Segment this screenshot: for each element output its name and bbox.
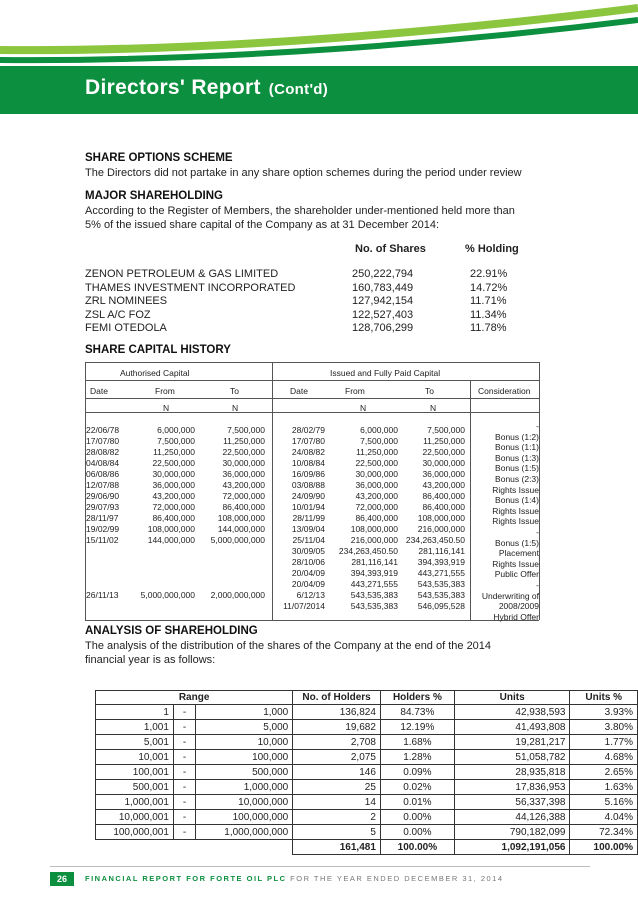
shareholder-pct: 11.34% <box>470 308 507 321</box>
issued-from-cell: 86,400,000 <box>355 513 398 523</box>
units-pct-cell: 3.80% <box>570 720 638 735</box>
issued-from-cell: 543,535,383 <box>350 590 398 600</box>
unit-label: N <box>430 403 437 413</box>
holders-pct-cell: 0.00% <box>380 825 454 840</box>
holders-cell: 25 <box>293 780 381 795</box>
auth-date-cell: 06/08/86 <box>86 469 120 479</box>
auth-from-cell: 72,000,000 <box>152 502 195 512</box>
consideration-cell: Bonus (2:3) <box>495 474 539 484</box>
auth-to-cell: 5,000,000,000 <box>210 535 265 545</box>
col-to-header: To <box>425 386 434 396</box>
issued-to-cell: 43,200,000 <box>422 480 465 490</box>
consideration-cell: - <box>536 421 539 431</box>
auth-date-cell: 29/06/90 <box>86 491 120 501</box>
issued-date-cell: 16/09/86 <box>291 469 325 479</box>
consideration-cell: 2008/2009 <box>498 601 539 612</box>
issued-date-cell: 03/08/88 <box>291 480 325 490</box>
auth-to-cell: 22,500,000 <box>222 447 265 457</box>
auth-from-cell: 144,000,000 <box>147 535 195 545</box>
range-from: 100,001 <box>96 765 174 780</box>
units-pct-cell: 3.93% <box>570 705 638 720</box>
range-dash: - <box>173 765 195 780</box>
issued-from-cell: 6,000,000 <box>360 425 398 435</box>
holders-pct-cell: 1.68% <box>380 735 454 750</box>
range-to: 10,000 <box>196 735 293 750</box>
total-holders: 161,481 <box>293 840 381 855</box>
shareholder-shares: 127,942,154 <box>352 295 414 307</box>
issued-to-cell: 234,263,450.50 <box>405 535 465 545</box>
range-from: 100,000,001 <box>96 825 174 840</box>
col-from-header: From <box>155 386 175 396</box>
issued-to-cell: 543,535,383 <box>417 590 465 600</box>
issued-to-cell: 36,000,000 <box>422 469 465 479</box>
units-pct-cell: 1.77% <box>570 735 638 750</box>
auth-to-cell: 7,500,000 <box>227 425 265 435</box>
total-spacer <box>96 840 293 855</box>
range-dash: - <box>173 780 195 795</box>
shareholder-pct: 11.71% <box>470 295 507 307</box>
auth-date-cell: 26/11/13 <box>86 590 119 600</box>
distribution-header: Units <box>454 691 570 705</box>
shareholder-shares: 250,222,794 <box>352 268 414 280</box>
issued-to-cell: 11,250,000 <box>423 436 465 446</box>
holders-cell: 2,708 <box>293 735 381 750</box>
distribution-header-row <box>96 691 638 705</box>
col-consideration-header: Consideration <box>478 386 531 396</box>
consideration-cell: - <box>536 527 539 537</box>
col-date-header: Date <box>90 386 108 396</box>
issued-to-cell: 108,000,000 <box>417 513 465 523</box>
consideration-cell: Rights Issue <box>492 558 539 569</box>
group-issued-header: Issued and Fully Paid Capital <box>330 368 441 378</box>
range-to: 1,000,000 <box>196 780 293 795</box>
range-dash: - <box>173 825 195 840</box>
issued-to-cell: 543,535,383 <box>417 579 465 589</box>
shareholder-shares: 122,527,403 <box>352 308 414 321</box>
units-cell: 17,836,953 <box>454 780 570 795</box>
share-options-text: The Directors did not partake in any share option schemes during the period under review <box>85 167 522 179</box>
distribution-row <box>96 735 638 750</box>
shareholder-name: ZENON PETROLEUM & GAS LIMITED <box>85 268 279 280</box>
issued-to-cell: 546,095,528 <box>417 601 465 611</box>
col-from-header: From <box>345 386 365 396</box>
units-cell: 28,935,818 <box>454 765 570 780</box>
auth-from-cell: 30,000,000 <box>152 469 195 479</box>
title-banner <box>0 66 638 114</box>
issued-date-cell: 10/08/84 <box>291 458 325 468</box>
units-pct-cell: 5.16% <box>570 795 638 810</box>
consideration-cell: Rights Issue <box>492 505 539 516</box>
distribution-row <box>96 750 638 765</box>
shareholder-name: THAMES INVESTMENT INCORPORATED <box>85 281 296 294</box>
auth-date-cell: 12/07/88 <box>86 480 120 490</box>
consideration-cell: Public Offer <box>494 569 539 580</box>
consideration-cell: Bonus (1:1) <box>495 442 539 453</box>
issued-date-cell: 25/11/04 <box>292 535 325 545</box>
range-from: 10,000,001 <box>96 810 174 825</box>
auth-to-cell: 144,000,000 <box>217 524 265 534</box>
distribution-row <box>96 705 638 720</box>
issued-to-cell: 30,000,000 <box>422 458 465 468</box>
consideration-cell: Underwriting of <box>481 590 539 601</box>
issued-to-cell: 216,000,000 <box>417 524 465 534</box>
distribution-header: Holders % <box>380 691 454 705</box>
shareholder-name: ZRL NOMINEES <box>85 295 168 307</box>
auth-from-cell: 22,500,000 <box>152 458 195 468</box>
col-shares-header: No. of Shares <box>355 243 426 255</box>
issued-from-cell: 30,000,000 <box>355 469 398 479</box>
analysis-text1: The analysis of the distribution of the shares of the Company at the end of the 2014 <box>85 640 492 652</box>
range-from: 500,001 <box>96 780 174 795</box>
issued-from-cell: 43,200,000 <box>355 491 398 501</box>
capital-history-heading: SHARE CAPITAL HISTORY <box>85 344 231 356</box>
auth-to-cell: 36,000,000 <box>222 469 265 479</box>
issued-date-cell: 20/04/09 <box>291 568 325 578</box>
major-shareholding-text2: 5% of the issued share capital of the Company as at 31 December 2014: <box>85 219 440 231</box>
units-cell: 41,493,808 <box>454 720 570 735</box>
col-to-header: To <box>230 386 239 396</box>
issued-to-cell: 281,116,141 <box>418 546 465 556</box>
consideration-cell: Rights Issue <box>492 516 539 527</box>
total-units-pct: 100.00% <box>570 840 638 855</box>
issued-from-cell: 543,535,383 <box>350 601 398 611</box>
units-cell: 19,281,217 <box>454 735 570 750</box>
range-to: 10,000,000 <box>196 795 293 810</box>
holders-pct-cell: 84.73% <box>380 705 454 720</box>
range-from: 5,001 <box>96 735 174 750</box>
auth-from-cell: 108,000,000 <box>147 524 195 534</box>
issued-from-cell: 108,000,000 <box>350 524 398 534</box>
range-from: 1,000,001 <box>96 795 174 810</box>
issued-date-cell: 28/10/06 <box>291 557 325 567</box>
auth-date-cell: 17/07/80 <box>86 436 120 446</box>
issued-date-cell: 30/09/05 <box>291 546 325 556</box>
issued-date-cell: 10/01/94 <box>291 502 325 512</box>
major-shareholding-text1: According to the Register of Members, the shareholder under-mentioned held more than <box>85 205 515 217</box>
holders-cell: 2,075 <box>293 750 381 765</box>
consideration-cell: Bonus (1:4) <box>495 495 539 506</box>
units-pct-cell: 1.63% <box>570 780 638 795</box>
holders-cell: 146 <box>293 765 381 780</box>
col-holding-header: % Holding <box>465 243 519 255</box>
distribution-header: No. of Holders <box>293 691 381 705</box>
auth-to-cell: 72,000,000 <box>222 491 265 501</box>
page-title: Directors' Report (Cont'd) <box>85 76 329 99</box>
range-dash: - <box>173 735 195 750</box>
units-pct-cell: 72.34% <box>570 825 638 840</box>
auth-date-cell: 19/02/99 <box>86 524 120 534</box>
issued-from-cell: 7,500,000 <box>360 436 398 446</box>
range-dash: - <box>173 795 195 810</box>
shareholder-name: ZSL A/C FOZ <box>85 308 151 321</box>
units-pct-cell: 4.04% <box>570 810 638 825</box>
units-cell: 56,337,398 <box>454 795 570 810</box>
holders-pct-cell: 0.01% <box>380 795 454 810</box>
auth-date-cell: 04/08/84 <box>86 458 120 468</box>
footer-rule <box>50 866 590 867</box>
group-authorised-header: Authorised Capital <box>120 368 190 378</box>
auth-to-cell: 43,200,000 <box>222 480 265 490</box>
auth-from-cell: 5,000,000,000 <box>140 590 195 600</box>
auth-date-cell: 28/08/82 <box>86 447 120 457</box>
holders-pct-cell: 0.09% <box>380 765 454 780</box>
auth-from-cell: 86,400,000 <box>152 513 195 523</box>
distribution-table <box>95 690 638 855</box>
consideration-cell: Hybrid Offer <box>493 611 539 622</box>
auth-from-cell: 36,000,000 <box>152 480 195 490</box>
decorative-arc <box>0 0 638 70</box>
holders-cell: 14 <box>293 795 381 810</box>
total-holders-pct: 100.00% <box>380 840 454 855</box>
holders-pct-cell: 0.02% <box>380 780 454 795</box>
auth-to-cell: 2,000,000,000 <box>210 590 265 600</box>
auth-to-cell: 108,000,000 <box>217 513 265 523</box>
issued-to-cell: 443,271,555 <box>417 568 465 578</box>
range-from: 1 <box>96 705 174 720</box>
auth-date-cell: 15/11/02 <box>86 535 119 545</box>
consideration-cell: Bonus (1:5) <box>495 463 539 474</box>
issued-date-cell: 24/08/82 <box>291 447 325 457</box>
distribution-row <box>96 825 638 840</box>
auth-from-cell: 6,000,000 <box>157 425 195 435</box>
total-units: 1,092,191,056 <box>454 840 570 855</box>
holders-pct-cell: 12.19% <box>380 720 454 735</box>
auth-date-cell: 22/06/78 <box>86 425 120 435</box>
issued-date-cell: 17/07/80 <box>291 436 325 446</box>
range-to: 100,000,000 <box>196 810 293 825</box>
auth-from-cell: 11,250,000 <box>153 447 195 457</box>
page-number: 26 <box>50 872 74 886</box>
range-to: 1,000,000,000 <box>196 825 293 840</box>
issued-date-cell: 24/09/90 <box>291 491 325 501</box>
range-from: 10,001 <box>96 750 174 765</box>
unit-label: N <box>360 403 367 413</box>
distribution-row <box>96 720 638 735</box>
issued-from-cell: 216,000,000 <box>350 535 398 545</box>
distribution-header: Units % <box>570 691 638 705</box>
consideration-cell: Bonus (1:3) <box>495 452 539 463</box>
units-cell: 44,126,388 <box>454 810 570 825</box>
units-pct-cell: 2.65% <box>570 765 638 780</box>
range-to: 1,000 <box>196 705 293 720</box>
auth-date-cell: 29/07/93 <box>86 502 120 512</box>
issued-to-cell: 86,400,000 <box>422 502 465 512</box>
consideration-cell: Placement <box>498 548 539 559</box>
issued-from-cell: 281,116,141 <box>351 557 398 567</box>
range-to: 5,000 <box>196 720 293 735</box>
holders-cell: 19,682 <box>293 720 381 735</box>
auth-date-cell: 28/11/97 <box>86 513 119 523</box>
col-date-header: Date <box>290 386 308 396</box>
distribution-row <box>96 810 638 825</box>
consideration-cell: Bonus (1:5) <box>495 537 539 548</box>
issued-date-cell: 20/04/09 <box>291 579 325 589</box>
range-to: 100,000 <box>196 750 293 765</box>
shareholder-name: FEMI OTEDOLA <box>85 322 167 334</box>
distribution-row <box>96 795 638 810</box>
issued-from-cell: 443,271,555 <box>350 579 398 589</box>
holders-pct-cell: 0.00% <box>380 810 454 825</box>
issued-from-cell: 72,000,000 <box>355 502 398 512</box>
share-options-heading: SHARE OPTIONS SCHEME <box>85 152 233 164</box>
holders-cell: 136,824 <box>293 705 381 720</box>
table-vline <box>539 362 540 620</box>
major-shareholding-heading: MAJOR SHAREHOLDING <box>85 190 224 202</box>
consideration-cell: - <box>536 580 539 590</box>
issued-from-cell: 36,000,000 <box>355 480 398 490</box>
holders-cell: 5 <box>293 825 381 840</box>
consideration-cell: Rights Issue <box>492 484 539 495</box>
holders-cell: 2 <box>293 810 381 825</box>
issued-from-cell: 22,500,000 <box>355 458 398 468</box>
shareholder-pct: 22.91% <box>470 268 508 280</box>
table-rule <box>85 362 539 363</box>
distribution-total-row <box>96 840 638 855</box>
issued-from-cell: 11,250,000 <box>356 447 398 457</box>
issued-date-cell: 11/07/2014 <box>283 601 325 611</box>
analysis-text2: financial year is as follows: <box>85 654 216 666</box>
auth-to-cell: 86,400,000 <box>222 502 265 512</box>
range-dash: - <box>173 705 195 720</box>
issued-to-cell: 394,393,919 <box>417 557 465 567</box>
issued-from-cell: 234,263,450.50 <box>338 546 398 556</box>
units-cell: 42,938,593 <box>454 705 570 720</box>
units-cell: 790,182,099 <box>454 825 570 840</box>
distribution-row <box>96 780 638 795</box>
issued-date-cell: 28/11/99 <box>292 513 325 523</box>
table-vline <box>272 362 273 620</box>
footer-text: FINANCIAL REPORT FOR FORTE OIL PLC FOR THE YEAR ENDED DECEMBER 31, 2014 <box>85 874 504 883</box>
units-pct-cell: 4.68% <box>570 750 638 765</box>
auth-from-cell: 7,500,000 <box>157 436 195 446</box>
range-dash: - <box>173 720 195 735</box>
auth-to-cell: 11,250,000 <box>223 436 265 446</box>
issued-date-cell: 6/12/13 <box>296 590 325 600</box>
analysis-heading: ANALYSIS OF SHAREHOLDING <box>85 625 258 637</box>
distribution-header: Range <box>96 691 293 705</box>
unit-label: N <box>232 403 239 413</box>
issued-to-cell: 7,500,000 <box>427 425 465 435</box>
units-cell: 51,058,782 <box>454 750 570 765</box>
shareholder-pct: 11.78% <box>470 322 507 334</box>
range-from: 1,001 <box>96 720 174 735</box>
consideration-cell: Bonus (1:2) <box>495 431 539 442</box>
unit-label: N <box>163 403 170 413</box>
range-dash: - <box>173 750 195 765</box>
shareholder-pct: 14.72% <box>470 281 508 294</box>
range-to: 500,000 <box>196 765 293 780</box>
distribution-row <box>96 765 638 780</box>
auth-to-cell: 30,000,000 <box>222 458 265 468</box>
shareholder-shares: 128,706,299 <box>352 322 414 334</box>
auth-from-cell: 43,200,000 <box>152 491 195 501</box>
holders-pct-cell: 1.28% <box>380 750 454 765</box>
range-dash: - <box>173 810 195 825</box>
issued-to-cell: 22,500,000 <box>422 447 465 457</box>
issued-date-cell: 28/02/79 <box>291 425 325 435</box>
shareholder-shares: 160,783,449 <box>352 281 414 294</box>
issued-date-cell: 13/09/04 <box>291 524 325 534</box>
issued-to-cell: 86,400,000 <box>422 491 465 501</box>
issued-from-cell: 394,393,919 <box>350 568 398 578</box>
